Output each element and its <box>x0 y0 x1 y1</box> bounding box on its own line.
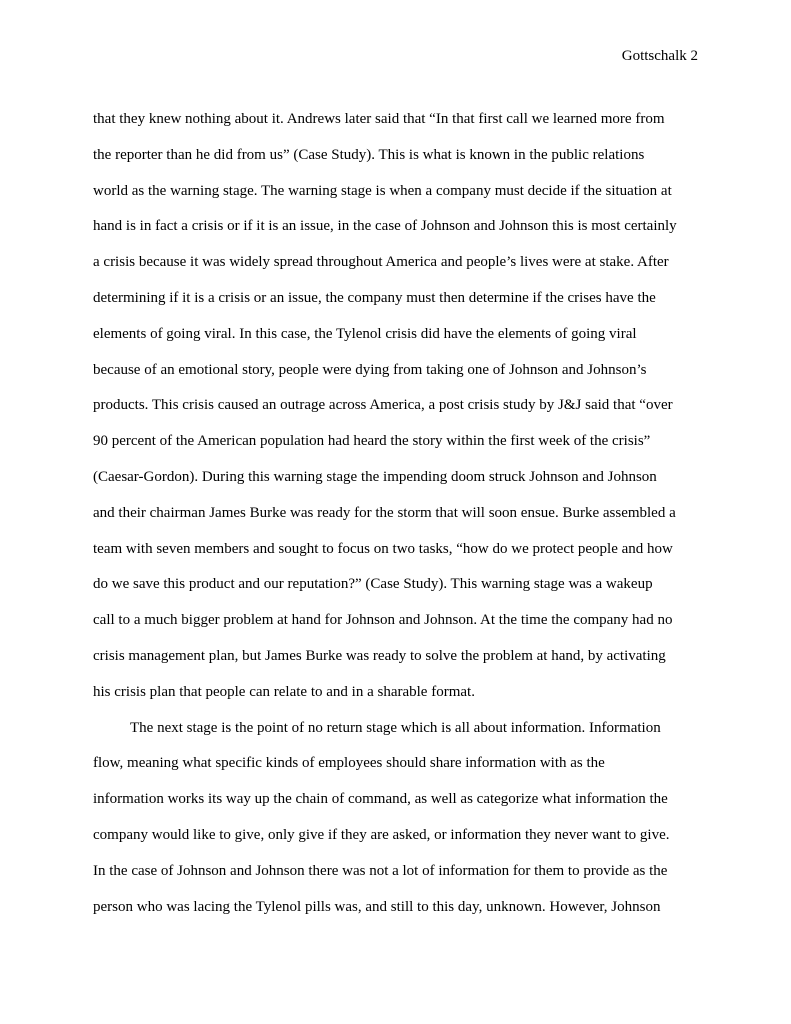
text-line: crisis management plan, but James Burke was ready to solve the problem at hand, by activating <box>93 647 666 664</box>
text-line: information works its way up the chain of command, as well as categorize what information the <box>93 791 668 808</box>
paragraph-first-line: The next stage is the point of no return stage which is all about information. Information <box>130 719 661 736</box>
text-line: company would like to give, only give if they are asked, or information they never want to give. <box>93 826 670 843</box>
text-line: 90 percent of the American population had heard the story within the first week of the crisis” <box>93 433 651 450</box>
text-line: call to a much bigger problem at hand for Johnson and Johnson. At the time the company had no <box>93 612 673 629</box>
text-line: elements of going viral. In this case, the Tylenol crisis did have the elements of going viral <box>93 325 637 342</box>
text-line: a crisis because it was widely spread throughout America and people’s lives were at stake. After <box>93 254 669 271</box>
text-line: and their chairman James Burke was ready for the storm that will soon ensue. Burke assembled a <box>93 504 676 521</box>
text-line: In the case of Johnson and Johnson there was not a lot of information for them to provide as the <box>93 862 668 879</box>
body-text <box>93 109 699 932</box>
text-line: determining if it is a crisis or an issue, the company must then determine if the crises have the <box>93 289 656 306</box>
text-line: because of an emotional story, people were dying from taking one of Johnson and Johnson’s <box>93 361 647 378</box>
text-line: products. This crisis caused an outrage across America, a post crisis study by J&J said that “over <box>93 397 673 414</box>
text-line: world as the warning stage. The warning stage is when a company must decide if the situation at <box>93 182 672 199</box>
text-line: (Caesar-Gordon). During this warning stage the impending doom struck Johnson and Johnson <box>93 468 657 485</box>
text-line: flow, meaning what specific kinds of employees should share information with as the <box>93 755 605 772</box>
text-line: person who was lacing the Tylenol pills was, and still to this day, unknown. However, Johnson <box>93 898 661 915</box>
text-line: the reporter than he did from us” (Case Study). This is what is known in the public relations <box>93 146 645 163</box>
text-line: his crisis plan that people can relate to and in a sharable format. <box>93 683 475 700</box>
text-line: that they knew nothing about it. Andrews later said that “In that first call we learned more from <box>93 111 665 127</box>
running-header: Gottschalk 2 <box>621 48 698 64</box>
text-line: team with seven members and sought to focus on two tasks, “how do we protect people and how <box>93 540 673 557</box>
text-line: do we save this product and our reputation?” (Case Study). This warning stage was a wakeup <box>93 576 653 593</box>
text-line: hand is in fact a crisis or if it is an issue, in the case of Johnson and Johnson this is most certainly <box>93 218 677 235</box>
